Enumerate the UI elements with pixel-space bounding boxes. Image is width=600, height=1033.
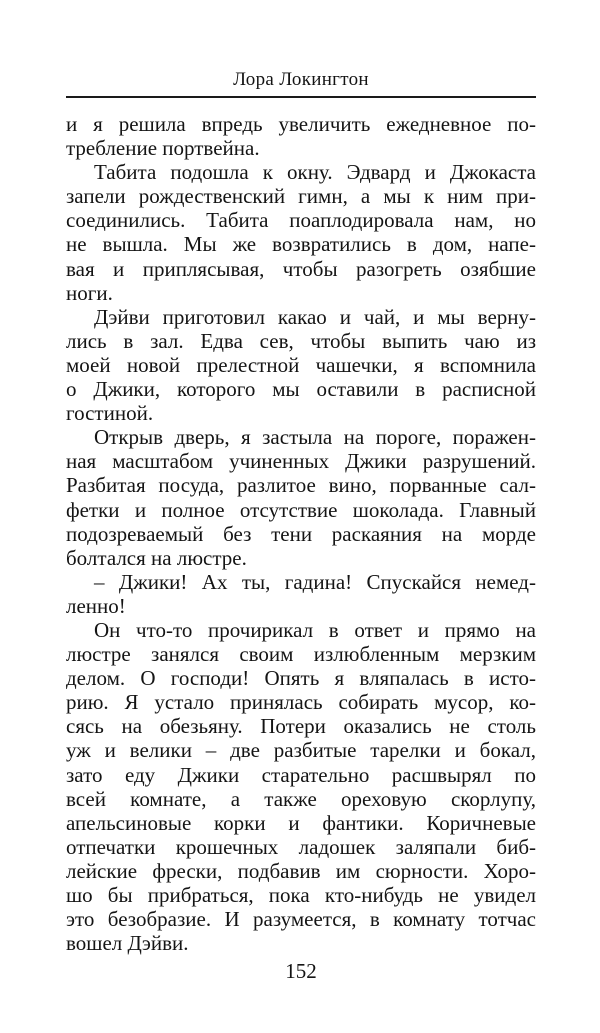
text-line: соединились. Табита поаплодировала нам, но xyxy=(66,208,536,233)
text-line: требление портвейна. xyxy=(66,136,260,161)
header-rule xyxy=(66,96,536,98)
text-line: болтался на люстре. xyxy=(66,545,247,570)
text-line: о Джики, которого мы оставили в расписной xyxy=(66,377,536,402)
paragraph xyxy=(66,112,536,160)
text-line: шо бы прибраться, пока кто-нибудь не увидел xyxy=(66,883,536,907)
text-line: зато еду Джики старательно расшвырял по xyxy=(66,762,536,787)
text-line: ноги. xyxy=(66,280,113,305)
text-line: фетки и полное отсутствие шоколада. Главный xyxy=(66,497,536,522)
text-line: и я решила впредь увеличить ежедневное по- xyxy=(66,112,536,136)
text-line: ная масштабом учиненных Джики разрушений. xyxy=(66,449,536,474)
text-line: подозреваемый без тени раскаяния на морде xyxy=(66,521,536,546)
text-line: делом. О господи! Опять я вляпалась в исто- xyxy=(66,666,536,691)
text-line: вая и приплясывая, чтобы разогреть озябшие xyxy=(66,256,536,281)
text-line: люстре занялся своим излюбленным мерзким xyxy=(66,642,536,667)
text-line: ленно! xyxy=(66,593,126,618)
paragraph xyxy=(66,570,536,618)
text-line: Табита подошла к окну. Эдвард и Джокаста xyxy=(94,160,536,185)
text-line: сясь на обезьяну. Потери оказались не столь xyxy=(66,714,536,739)
text-line: уж и велики – две разбитые тарелки и бокал, xyxy=(66,738,536,763)
text-line: лейские фрески, подбавив им сюрности. Хоро- xyxy=(66,858,536,883)
body-text xyxy=(66,112,536,955)
text-line: гостиной. xyxy=(66,401,154,426)
text-line: апельсиновые корки и фантики. Коричневые xyxy=(66,810,536,835)
running-header: Лора Локингтон xyxy=(233,69,369,90)
text-line: всей комнате, а также ореховую скорлупу, xyxy=(66,786,536,811)
text-line: запели рождественский гимн, а мы к ним при- xyxy=(66,184,536,209)
paragraph xyxy=(66,160,536,305)
page-number: 152 xyxy=(285,959,317,983)
paragraph xyxy=(66,305,536,425)
paragraph xyxy=(66,618,536,955)
text-line: рию. Я устало принялась собирать мусор, ко- xyxy=(66,690,536,715)
text-line: Разбитая посуда, разлитое вино, порванные сал- xyxy=(66,473,536,498)
text-line: Он что-то прочирикал в ответ и прямо на xyxy=(94,617,536,642)
text-line: отпечатки крошечных ладошек заляпали биб- xyxy=(66,834,536,859)
text-line: не вышла. Мы же возвратились в дом, напе- xyxy=(66,232,536,257)
text-line: Дэйви приготовил какао и чай, и мы верну- xyxy=(94,304,536,329)
paragraph xyxy=(66,425,536,570)
text-line: – Джики! Ах ты, гадина! Спускайся немед- xyxy=(94,569,536,594)
text-line: это безобразие. И разумеется, в комнату тотчас xyxy=(66,907,536,932)
text-line: лись в зал. Едва сев, чтобы выпить чаю из xyxy=(66,328,536,353)
text-line: Открыв дверь, я застыла на пороге, поражен- xyxy=(94,425,536,450)
text-line: моей новой прелестной чашечки, я вспомнила xyxy=(66,352,536,377)
text-line: вошел Дэйви. xyxy=(66,931,189,956)
